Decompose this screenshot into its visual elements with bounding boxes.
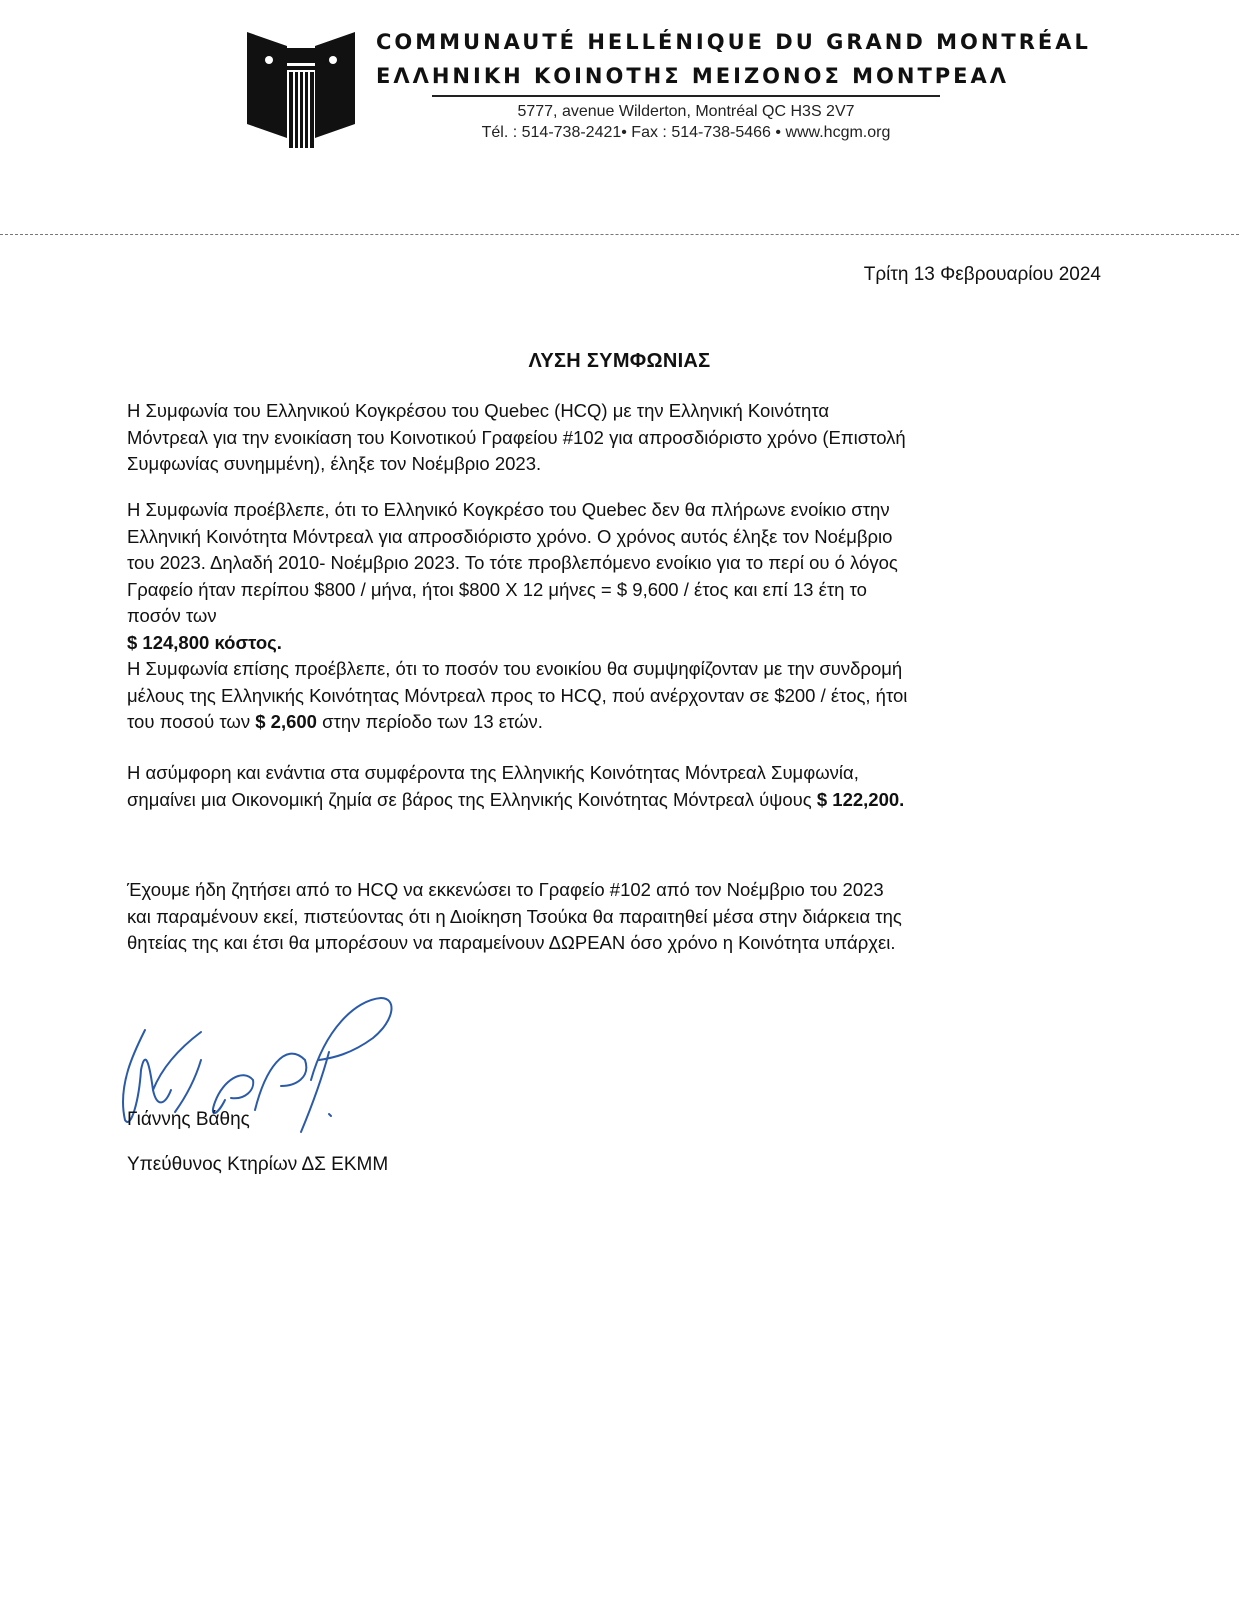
header-divider bbox=[432, 95, 940, 97]
paragraph-line bbox=[127, 787, 1117, 814]
text-segment: σημαίνει μια Οικονομική ζημία σε βάρος της Ελληνικής Κοινότητας Μόντρεαλ ύψους bbox=[127, 788, 817, 810]
letter-title: ΛΥΣΗ ΣΥΜΦΩΝΙΑΣ bbox=[528, 350, 711, 372]
signer-name: Γιάννης Βάθης bbox=[127, 1109, 250, 1130]
loss-amount: $ 122,200. bbox=[816, 788, 905, 810]
paragraph-line: Ελληνική Κοινότητα Μόντρεαλ για απροσδιόριστο χρόνο. Ο χρόνος αυτός έληξε τον Νοέμβριο bbox=[127, 525, 893, 547]
paragraph-line: Η Συμφωνία προέβλεπε, ότι το Ελληνικό Κογκρέσο του Quebec δεν θα πλήρωνε ενοίκιο στην bbox=[127, 499, 890, 520]
paragraph-line: ποσόν των bbox=[127, 605, 217, 626]
paragraph-line: Η Συμφωνία επίσης προέβλεπε, ότι το ποσόν του ενοικίου θα συμψηφίζονταν με την συνδρομή bbox=[127, 658, 903, 679]
paragraph-line: θητείας της και έτσι θα μπορέσουν να παραμείνουν ΔΩΡΕΑΝ όσο χρόνο η Κοινότητα υπάρχει. bbox=[127, 932, 896, 953]
signer-role: Υπεύθυνος Κτηρίων ΔΣ ΕΚΜΜ bbox=[127, 1154, 389, 1175]
paragraph-1 bbox=[127, 398, 1117, 478]
organization-name-french: COMMUNAUTÉ HELLÉNIQUE DU GRAND MONTRÉAL bbox=[376, 30, 1091, 54]
paragraph-line: Μόντρεαλ για την ενοικίαση του Κοινοτικού Γραφείου #102 για απροσδιόριστο χρόνο (Επιστολή bbox=[127, 426, 906, 448]
paragraph-2 bbox=[127, 497, 1117, 736]
ionic-column-book-logo bbox=[245, 30, 357, 150]
address-line: 5777, avenue Wilderton, Montréal QC H3S 2V7 bbox=[517, 103, 855, 120]
text-segment: του ποσού των bbox=[127, 711, 256, 732]
paragraph-line: μέλους της Ελληνικής Κοινότητας Μόντρεαλ προς το HCQ, πού ανέρχονταν σε $200 / έτος, ήτοι bbox=[127, 684, 908, 706]
paragraph-line: του 2023. Δηλαδή 2010- Νοέμβριο 2023. Το τότε προβλεπόμενο ενοίκιο για το περί ου ό λόγος bbox=[127, 552, 898, 573]
organization-name-greek: ΕΛΛΗΝΙΚΗ ΚΟΙΝΟΤΗΣ ΜΕΙΖΟΝΟΣ ΜΟΝΤΡΕΑΛ bbox=[376, 64, 1010, 88]
page-divider bbox=[0, 234, 1239, 235]
letter-date: Τρίτη 13 Φεβρουαρίου 2024 bbox=[863, 264, 1101, 285]
paragraph-line: Συμφωνίας συνημμένη), έληξε τον Νοέμβριο 2023. bbox=[127, 453, 542, 474]
text-segment: στην περίοδο των 13 ετών. bbox=[316, 711, 543, 732]
paragraph-line: Γραφείο ήταν περίπου $800 / μήνα, ήτοι $800 Χ 12 μήνες = $ 9,600 / έτος και επί 13 έτη το bbox=[127, 578, 867, 600]
paragraph-4 bbox=[127, 877, 1117, 957]
total-cost: $ 124,800 κόστος. bbox=[127, 631, 282, 653]
membership-amount: $ 2,600 bbox=[255, 711, 317, 732]
paragraph-line: Έχουμε ήδη ζητήσει από το HCQ να εκκενώσει το Γραφείο #102 από τον Νοέμβριο του 2023 bbox=[127, 879, 884, 900]
contact-line: Tél. : 514-738-2421• Fax : 514-738-5466 • www.hcgm.org bbox=[481, 124, 891, 141]
paragraph-line: Η Συμφωνία του Ελληνικού Κογκρέσου του Quebec (HCQ) με την Ελληνική Κοινότητα bbox=[127, 400, 830, 421]
paragraph-line: Η ασύμφορη και ενάντια στα συμφέροντα της Ελληνικής Κοινότητας Μόντρεαλ Συμφωνία, bbox=[127, 762, 859, 783]
paragraph-3 bbox=[127, 760, 1117, 813]
paragraph-line bbox=[127, 709, 1117, 736]
paragraph-line: και παραμένουν εκεί, πιστεύοντας ότι η Διοίκηση Τσούκα θα παραιτηθεί μέσα στην διάρκεια της bbox=[127, 905, 902, 927]
